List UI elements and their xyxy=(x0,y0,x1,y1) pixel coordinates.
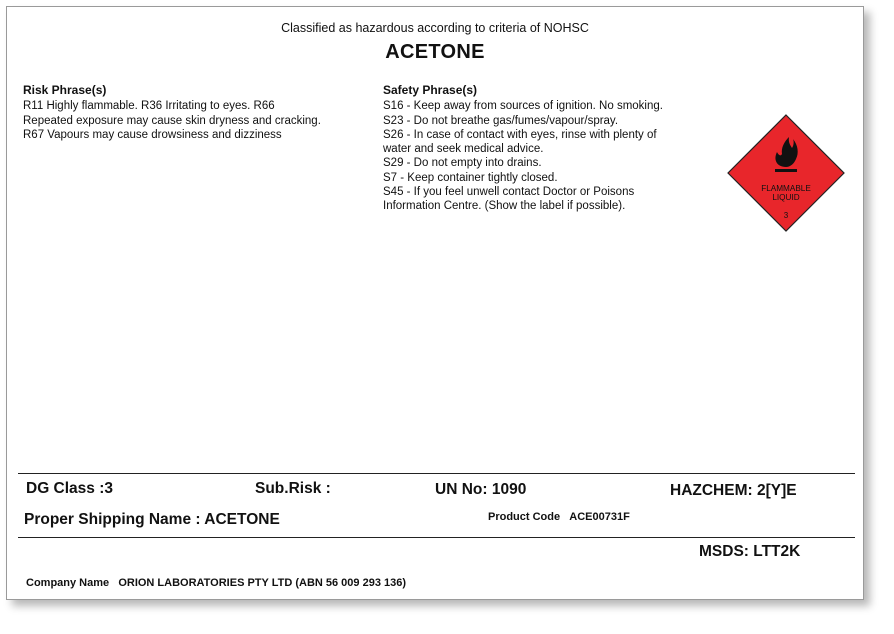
safety-phrases-heading: Safety Phrase(s) xyxy=(383,83,478,97)
risk-phrase-line: R11 Highly flammable. R36 Irritating to eyes. R66 xyxy=(23,100,275,113)
company-name-label: Company Name xyxy=(26,577,110,589)
un-number-label: UN No: xyxy=(435,481,488,498)
safety-phrase-line: S26 - In case of contact with eyes, rinse with plenty of xyxy=(383,128,657,141)
proper-shipping-name-value: ACETONE xyxy=(204,511,280,528)
risk-phrase-line: R67 Vapours may cause drowsiness and dizziness xyxy=(23,128,282,141)
hazchem-label: HAZCHEM: xyxy=(670,482,753,499)
product-code xyxy=(488,511,630,523)
safety-phrases-section xyxy=(383,83,663,214)
sub-risk-label: Sub.Risk : xyxy=(255,480,331,497)
divider-bottom xyxy=(18,537,855,538)
msds-value: LTT2K xyxy=(753,543,801,560)
un-number-value: 1090 xyxy=(491,481,527,498)
safety-phrase-line: S7 - Keep container tightly closed. xyxy=(383,171,558,184)
safety-phrase-line: Information Centre. (Show the label if possible). xyxy=(383,200,626,213)
risk-phrase-line: Repeated exposure may cause skin dryness and cracking. xyxy=(23,114,321,127)
hazchem xyxy=(670,482,797,500)
product-title: ACETONE xyxy=(385,41,485,63)
classification-note: Classified as hazardous according to criteria of NOHSC xyxy=(281,21,589,35)
chemical-label xyxy=(6,6,864,600)
dg-class-label: DG Class : xyxy=(26,480,105,497)
safety-phrase-line: S23 - Do not breathe gas/fumes/vapour/spray. xyxy=(383,114,619,127)
company-name-value: ORION LABORATORIES PTY LTD (ABN 56 009 293 136) xyxy=(118,577,407,589)
flammable-liquid-diamond xyxy=(727,114,845,232)
proper-shipping-name-label: Proper Shipping Name : xyxy=(24,511,201,528)
msds-label: MSDS: xyxy=(699,543,749,560)
divider-top xyxy=(18,473,855,474)
hazard-class-number: 3 xyxy=(783,211,789,220)
proper-shipping-name xyxy=(24,511,280,529)
company-name xyxy=(26,577,406,589)
hazard-text-line1: FLAMMABLE xyxy=(761,184,811,193)
risk-phrases-heading: Risk Phrase(s) xyxy=(23,83,107,97)
dg-class-value: 3 xyxy=(104,480,114,497)
safety-phrase-line: S16 - Keep away from sources of ignition. No smoking. xyxy=(383,100,663,113)
hazard-text-line2: LIQUID xyxy=(772,193,800,202)
safety-phrase-line: S45 - If you feel unwell contact Doctor or Poisons xyxy=(383,186,635,199)
risk-phrases-section xyxy=(23,83,321,142)
hazchem-value: 2[Y]E xyxy=(756,482,797,499)
dg-class xyxy=(26,480,113,498)
safety-phrase-line: water and seek medical advice. xyxy=(383,143,544,156)
safety-phrase-line: S29 - Do not empty into drains. xyxy=(383,157,542,170)
un-number xyxy=(435,481,526,499)
product-code-value: ACE00731F xyxy=(569,511,630,523)
product-code-label: Product Code xyxy=(488,511,561,523)
msds xyxy=(699,543,800,561)
